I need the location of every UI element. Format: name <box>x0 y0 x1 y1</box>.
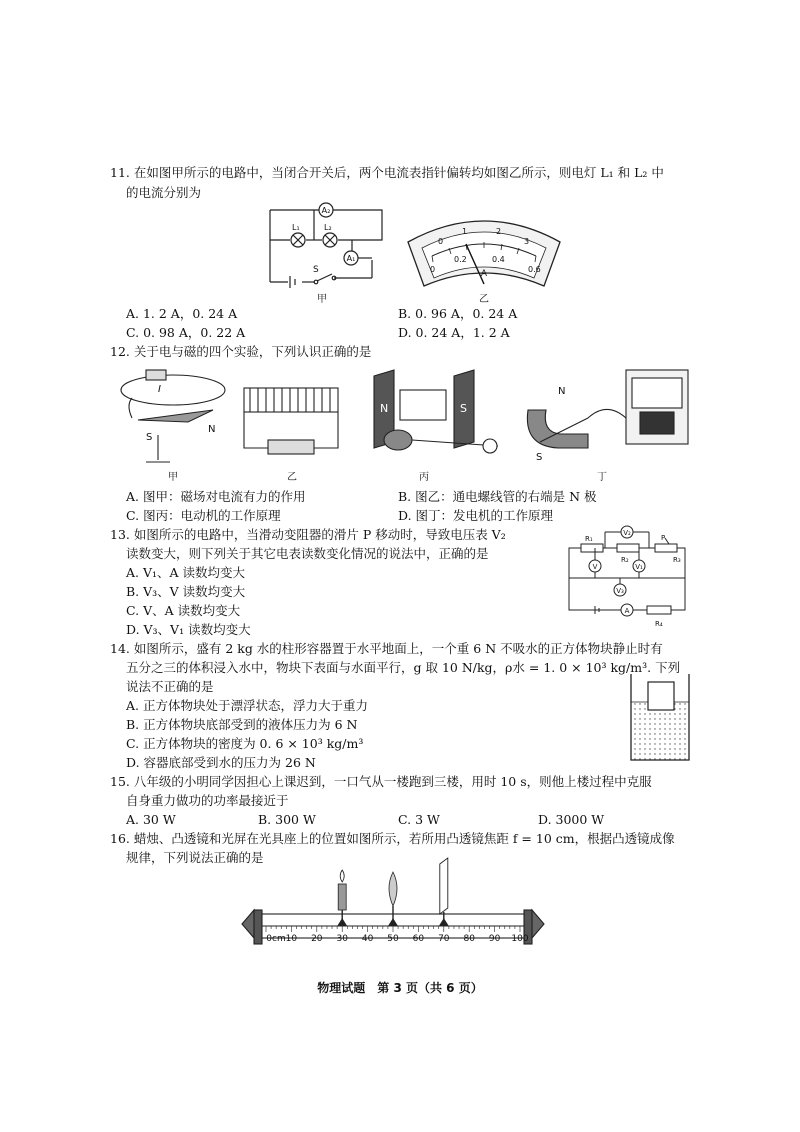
q11-stem-line1: 11. 在如图甲所示的电路中，当闭合开关后，两个电流表指针偏转均如图乙所示，则电灯 L₁ 和 L₂ 中 <box>110 165 664 180</box>
q14-stem-line2: 五分之三的体积浸入水中，物块下表面与水面平行，g 取 10 N/kg，ρ水 = 1. 0 × 10³ kg/m³. 下列 <box>126 660 681 675</box>
q14-stem-line1: 14. 如图所示，盛有 2 kg 水的柱形容器置于水平地面上，一个重 6 N 不吸水的正方体物块静止时有 <box>110 641 663 656</box>
q16-stem-line2: 规律，下列说法正确的是 <box>126 850 264 865</box>
fig-bing-motor <box>374 370 498 453</box>
ruler-label: 70 <box>438 934 450 944</box>
q11-l1-label: L₁ <box>292 223 300 232</box>
q13-r1-label: R₁ <box>585 535 593 543</box>
q13-a-label: A <box>624 607 630 615</box>
q14-stem-line3: 说法不正确的是 <box>126 679 214 694</box>
q11-fig-jia-label: 甲 <box>317 294 327 305</box>
meter-top-tick: 0 <box>438 237 444 246</box>
q13-p-label: P <box>661 534 666 542</box>
q16-optical-bench-figure <box>238 868 548 962</box>
fig-label-bing: 丙 <box>419 472 429 483</box>
fig-bing-s-label: S <box>460 402 467 415</box>
q13-option-a: A. V₁、A 读数均变大 <box>126 565 246 580</box>
ruler-label: 30 <box>336 934 348 944</box>
q13-r3-label: R₃ <box>673 556 681 564</box>
q11-switch-label: S <box>313 265 319 275</box>
q16-stem-line1: 16. 蜡烛、凸透镜和光屏在光具座上的位置如图所示，若所用凸透镜焦距 f = 10 cm，根据凸透镜成像 <box>110 831 675 846</box>
q12-option-a: A. 图甲：磁场对电流有力的作用 <box>126 489 306 504</box>
ruler-label: 0cm <box>266 934 286 944</box>
q13-v2-label: V₂ <box>623 529 631 537</box>
q11-option-d: D. 0. 24 A，1. 2 A <box>398 325 510 340</box>
fig-ding-s-label: S <box>536 452 543 463</box>
q11-option-b: B. 0. 96 A，0. 24 A <box>398 306 518 321</box>
q12-option-b: B. 图乙：通电螺线管的右端是 N 极 <box>398 489 597 504</box>
q12-option-c: C. 图丙：电动机的工作原理 <box>126 508 281 523</box>
fig-yi-solenoid <box>244 388 338 454</box>
ruler-label: 60 <box>412 934 425 944</box>
q14-option-a: A. 正方体物块处于漂浮状态，浮力大于重力 <box>126 698 368 713</box>
q13-option-c: C. V、A 读数均变大 <box>126 603 241 618</box>
q11-ammeter-figure <box>404 204 564 310</box>
fig-jia-wire-compass <box>121 370 225 462</box>
q11-option-c: C. 0. 98 A，0. 22 A <box>126 325 246 340</box>
fig-label-ding: 丁 <box>597 472 607 483</box>
page-footer: 物理试题 第 3 页（共 6 页） <box>317 981 483 995</box>
fig-jia-s-label: S <box>146 432 153 443</box>
q11-circuit-figure <box>262 200 392 308</box>
fig-label-jia: 甲 <box>168 472 178 483</box>
meter-bottom-tick: 0 <box>430 265 436 274</box>
q14-container-figure <box>628 672 692 768</box>
q14-option-c: C. 正方体物块的密度为 0. 6 × 10³ kg/m³ <box>126 736 364 751</box>
meter-bottom-tick: 0.6 <box>528 265 541 274</box>
q13-v-label: V <box>592 563 598 571</box>
fig-bing-n-label: N <box>380 402 389 415</box>
q14-option-d: D. 容器底部受到水的压力为 26 N <box>126 755 316 770</box>
q14-option-b: B. 正方体物块底部受到的液体压力为 6 N <box>126 717 358 732</box>
q13-option-d: D. V₃、V₁ 读数均变大 <box>126 622 251 637</box>
meter-top-tick: 1 <box>462 227 468 236</box>
fig-jia-current-label: I <box>158 384 161 395</box>
ruler-label: 90 <box>488 934 501 944</box>
q15-option-b: B. 300 W <box>258 812 316 827</box>
fig-ding-n-label: N <box>558 386 566 397</box>
fig-jia-n-label: N <box>208 424 216 435</box>
q13-v3-label: V₃ <box>616 587 624 595</box>
meter-bottom-tick: 0.4 <box>492 255 505 264</box>
q11-option-a: A. 1. 2 A，0. 24 A <box>126 306 238 321</box>
ruler-label: 40 <box>361 934 374 944</box>
q11-stem-line2: 的电流分别为 <box>126 185 202 200</box>
meter-bottom-tick: 0.2 <box>454 255 467 264</box>
q13-r4-label: R₄ <box>655 620 663 628</box>
q11-a2-label: A₂ <box>321 206 331 215</box>
q15-stem-line1: 15. 八年级的小明同学因担心上课迟到，一口气从一楼跑到三楼，用时 10 s，则他上楼过程中克服 <box>110 774 652 789</box>
q15-option-c: C. 3 W <box>398 812 440 827</box>
ruler-label: 100 <box>511 934 529 944</box>
q13-stem-line1: 13. 如图所示的电路中，当滑动变阻器的滑片 P 移动时，导致电压表 V₂ <box>110 527 506 542</box>
meter-top-tick: 3 <box>524 237 530 246</box>
q15-option-d: D. 3000 W <box>538 812 605 827</box>
q15-option-a: A. 30 W <box>126 812 176 827</box>
q13-stem-line2: 读数变大，则下列关于其它电表读数变化情况的说法中，正确的是 <box>126 546 489 561</box>
q12-option-d: D. 图丁：发电机的工作原理 <box>398 508 554 523</box>
q13-option-b: B. V₃、V 读数均变大 <box>126 584 246 599</box>
q12-stem: 12. 关于电与磁的四个实验，下列认识正确的是 <box>110 344 372 359</box>
ruler-label: 20 <box>311 934 323 944</box>
q13-r2-label: R₂ <box>621 556 629 564</box>
meter-unit: A <box>480 269 488 279</box>
q11-a1-label: A₁ <box>346 254 356 263</box>
q15-stem-line2: 自身重力做功的功率最接近于 <box>126 793 289 808</box>
ruler-label: 50 <box>387 934 399 944</box>
ruler-label: 10 <box>285 934 298 944</box>
q11-l2-label: L₂ <box>324 223 332 232</box>
cube-block <box>648 682 674 710</box>
q13-v1-label: V₁ <box>635 563 643 571</box>
q11-fig-yi-label: 乙 <box>479 294 489 305</box>
meter-top-tick: 2 <box>496 227 502 236</box>
q13-circuit-figure <box>565 524 690 636</box>
fig-ding-generator <box>527 370 688 448</box>
q12-figures <box>118 360 698 488</box>
ruler-label: 80 <box>463 934 475 944</box>
fig-label-yi: 乙 <box>287 472 297 483</box>
